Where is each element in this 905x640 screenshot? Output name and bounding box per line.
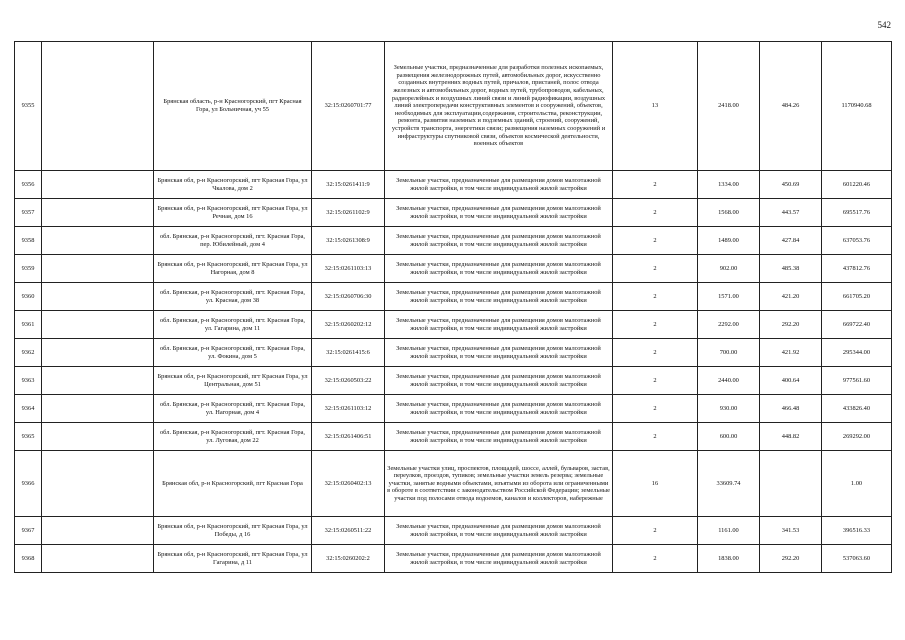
- cadastral-value-cell: 269292.00: [822, 423, 892, 451]
- land-use-cell: Земельные участки, предназначенные для размещения домов малоэтажной жилой застройки, в том числе индивидуальной жилой застройки: [385, 311, 613, 339]
- specific-value-cell: 427.84: [760, 227, 822, 255]
- address-cell: обл. Брянская, р-н Красногорский, пгт. Красная Гора, пер. Юбилейный, дом 4: [154, 227, 312, 255]
- specific-value-cell: 292.20: [760, 545, 822, 573]
- table-row: [15, 423, 892, 451]
- use-code-cell: 2: [613, 367, 698, 395]
- area-cell: 1489.00: [698, 227, 760, 255]
- area-cell: 1161.00: [698, 517, 760, 545]
- area-cell: 902.00: [698, 255, 760, 283]
- cadastral-value-cell: 437812.76: [822, 255, 892, 283]
- row-number: 9366: [15, 451, 42, 517]
- use-code-cell: 2: [613, 283, 698, 311]
- use-code-cell: 2: [613, 227, 698, 255]
- land-use-cell: Земельные участки, предназначенные для размещения домов малоэтажной жилой застройки, в том числе индивидуальной жилой застройки: [385, 423, 613, 451]
- page-number: 542: [877, 20, 891, 30]
- use-code-cell: 2: [613, 339, 698, 367]
- use-code-cell: 13: [613, 42, 698, 171]
- area-cell: 1568.00: [698, 199, 760, 227]
- address-cell: обл. Брянская, р-н Красногорский, пгт. Красная Гора, ул. Гагарина, дом 11: [154, 311, 312, 339]
- specific-value-cell: 484.26: [760, 42, 822, 171]
- table-row: [15, 311, 892, 339]
- table-row: [15, 339, 892, 367]
- address-cell: Брянская обл, р-н Красногорский, пгт Красная Гора, ул Нагорная, дом 8: [154, 255, 312, 283]
- blank-cell: [42, 255, 154, 283]
- address-cell: обл. Брянская, р-н Красногорский, пгт. Красная Гора, ул. Луговая, дом 22: [154, 423, 312, 451]
- area-cell: 33609.74: [698, 451, 760, 517]
- area-cell: 600.00: [698, 423, 760, 451]
- blank-cell: [42, 545, 154, 573]
- row-number: 9358: [15, 227, 42, 255]
- land-use-cell: Земельные участки, предназначенные для размещения домов малоэтажной жилой застройки, в том числе индивидуальной жилой застройки: [385, 339, 613, 367]
- cadastral-value-cell: 1.00: [822, 451, 892, 517]
- land-use-cell: Земельные участки, предназначенные для размещения домов малоэтажной жилой застройки, в том числе индивидуальной жилой застройки: [385, 255, 613, 283]
- row-number: 9365: [15, 423, 42, 451]
- table-row: [15, 171, 892, 199]
- table-row: [15, 545, 892, 573]
- blank-cell: [42, 311, 154, 339]
- table-row: [15, 283, 892, 311]
- table-row: [15, 199, 892, 227]
- cadastral-number-cell: 32:15:0261406:51: [312, 423, 385, 451]
- land-use-cell: Земельные участки, предназначенные для размещения домов малоэтажной жилой застройки, в том числе индивидуальной жилой застройки: [385, 283, 613, 311]
- area-cell: 2440.00: [698, 367, 760, 395]
- cadastral-number-cell: 32:15:0261308:9: [312, 227, 385, 255]
- address-cell: Брянская область, р-н Красногорский, пгт Красная Гора, ул Больничная, уч 55: [154, 42, 312, 171]
- specific-value-cell: 443.57: [760, 199, 822, 227]
- cadastral-value-cell: 1170940.68: [822, 42, 892, 171]
- area-cell: 930.00: [698, 395, 760, 423]
- specific-value-cell: 400.64: [760, 367, 822, 395]
- cadastral-number-cell: 32:15:0260402:13: [312, 451, 385, 517]
- use-code-cell: 2: [613, 517, 698, 545]
- table-row: [15, 395, 892, 423]
- area-cell: 700.00: [698, 339, 760, 367]
- specific-value-cell: 292.20: [760, 311, 822, 339]
- specific-value-cell: 485.38: [760, 255, 822, 283]
- use-code-cell: 2: [613, 311, 698, 339]
- cadastral-value-cell: 433826.40: [822, 395, 892, 423]
- address-cell: обл. Брянская, р-н Красногорский, пгт. Красная Гора, ул. Нагорная, дом 4: [154, 395, 312, 423]
- table-row: [15, 451, 892, 517]
- use-code-cell: 2: [613, 423, 698, 451]
- blank-cell: [42, 517, 154, 545]
- specific-value-cell: 421.20: [760, 283, 822, 311]
- specific-value-cell: 450.69: [760, 171, 822, 199]
- table-row: [15, 227, 892, 255]
- land-use-cell: Земельные участки, предназначенные для размещения домов малоэтажной жилой застройки, в том числе индивидуальной жилой застройки: [385, 199, 613, 227]
- cadastral-value-table: [14, 41, 892, 573]
- use-code-cell: 16: [613, 451, 698, 517]
- row-number: 9357: [15, 199, 42, 227]
- cadastral-value-cell: 537063.60: [822, 545, 892, 573]
- cadastral-number-cell: 32:15:0261103:12: [312, 395, 385, 423]
- land-use-cell: Земельные участки, предназначенные для размещения домов малоэтажной жилой застройки, в том числе индивидуальной жилой застройки: [385, 367, 613, 395]
- address-cell: обл. Брянская, р-н Красногорский, пгт. Красная Гора, ул. Красная, дом 38: [154, 283, 312, 311]
- row-number: 9363: [15, 367, 42, 395]
- cadastral-value-cell: 977561.60: [822, 367, 892, 395]
- blank-cell: [42, 423, 154, 451]
- row-number: 9355: [15, 42, 42, 171]
- land-use-cell: Земельные участки улиц, проспектов, площадей, шоссе, аллей, бульваров, застав, переулков, проездов, тупиков; земельные участки земель резерва; земельные участки, занятые водными объектами, изъятыми из оборота или ограниченными в обороте в соответствии с законодательством Российской Федерации; земельные участки под полосами отвода водоемов, каналов и коллекторов, набережные: [385, 451, 613, 517]
- cadastral-number-cell: 32:15:0260706:30: [312, 283, 385, 311]
- area-cell: 1334.00: [698, 171, 760, 199]
- cadastral-number-cell: 32:15:0260511:22: [312, 517, 385, 545]
- row-number: 9359: [15, 255, 42, 283]
- address-cell: обл. Брянская, р-н Красногорский, пгт. Красная Гора, ул. Фокина, дом 5: [154, 339, 312, 367]
- table-row: [15, 517, 892, 545]
- use-code-cell: 2: [613, 545, 698, 573]
- specific-value-cell: [760, 451, 822, 517]
- cadastral-value-cell: 295344.00: [822, 339, 892, 367]
- cadastral-number-cell: 32:15:0261102:9: [312, 199, 385, 227]
- area-cell: 1571.00: [698, 283, 760, 311]
- blank-cell: [42, 367, 154, 395]
- blank-cell: [42, 339, 154, 367]
- row-number: 9360: [15, 283, 42, 311]
- cadastral-value-cell: 661705.20: [822, 283, 892, 311]
- cadastral-value-cell: 695517.76: [822, 199, 892, 227]
- land-use-cell: Земельные участки, предназначенные для размещения домов малоэтажной жилой застройки, в том числе индивидуальной жилой застройки: [385, 517, 613, 545]
- address-cell: Брянская обл, р-н Красногорский, пгт Красная Гора, ул Победы, д 16: [154, 517, 312, 545]
- address-cell: Брянская обл, р-н Красногорский, пгт Красная Гора: [154, 451, 312, 517]
- address-cell: Брянская обл, р-н Красногорский, пгт Красная Гора, ул Центральная, дом 51: [154, 367, 312, 395]
- blank-cell: [42, 171, 154, 199]
- use-code-cell: 2: [613, 395, 698, 423]
- cadastral-number-cell: 32:15:0260202:12: [312, 311, 385, 339]
- use-code-cell: 2: [613, 171, 698, 199]
- blank-cell: [42, 451, 154, 517]
- cadastral-number-cell: 32:15:0261103:13: [312, 255, 385, 283]
- land-use-cell: Земельные участки, предназначенные для размещения домов малоэтажной жилой застройки, в том числе индивидуальной жилой застройки: [385, 227, 613, 255]
- table-row: [15, 255, 892, 283]
- specific-value-cell: 341.53: [760, 517, 822, 545]
- cadastral-number-cell: 32:15:0260503:22: [312, 367, 385, 395]
- blank-cell: [42, 283, 154, 311]
- land-use-cell: Земельные участки, предназначенные для размещения домов малоэтажной жилой застройки, в том числе индивидуальной жилой застройки: [385, 395, 613, 423]
- row-number: 9367: [15, 517, 42, 545]
- specific-value-cell: 466.48: [760, 395, 822, 423]
- row-number: 9356: [15, 171, 42, 199]
- area-cell: 2292.00: [698, 311, 760, 339]
- use-code-cell: 2: [613, 199, 698, 227]
- area-cell: 2418.00: [698, 42, 760, 171]
- blank-cell: [42, 395, 154, 423]
- cadastral-value-cell: 637053.76: [822, 227, 892, 255]
- use-code-cell: 2: [613, 255, 698, 283]
- cadastral-value-cell: 396516.33: [822, 517, 892, 545]
- row-number: 9364: [15, 395, 42, 423]
- specific-value-cell: 421.92: [760, 339, 822, 367]
- land-use-cell: Земельные участки, предназначенные для разработки полезных ископаемых, размещения железнодорожных путей, автомобильных дорог, искусственно созданных внутренних водных путей, причалов, пристаней, полос отвода железных и автомобильных дорог, водных путей, трубопроводов, кабельных, радиорелейных и воздушных линий связи и линий радиофикации, воздушных линий электропередачи конструктивных элементов и сооружений, объектов, необходимых для эксплуатации,содержания, строительства, реконструкции, ремонта, развития наземных и подземных зданий, строений, сооружений, устройств транспорта, энергетики связи; размещения наземных сооружений и инфраструктуры спутниковой связи, объектов космической деятельности, военных объектов: [385, 42, 613, 171]
- cadastral-number-cell: 32:15:0261411:9: [312, 171, 385, 199]
- row-number: 9361: [15, 311, 42, 339]
- cadastral-value-cell: 669722.40: [822, 311, 892, 339]
- table-row: [15, 367, 892, 395]
- cadastral-number-cell: 32:15:0260701:77: [312, 42, 385, 171]
- row-number: 9362: [15, 339, 42, 367]
- blank-cell: [42, 42, 154, 171]
- cadastral-number-cell: 32:15:0260202:2: [312, 545, 385, 573]
- cadastral-number-cell: 32:15:0261415:6: [312, 339, 385, 367]
- address-cell: Брянская обл, р-н Красногорский, пгт Красная Гора, ул Чкалова, дом 2: [154, 171, 312, 199]
- cadastral-value-cell: 601220.46: [822, 171, 892, 199]
- table-row: [15, 42, 892, 171]
- specific-value-cell: 448.82: [760, 423, 822, 451]
- area-cell: 1838.00: [698, 545, 760, 573]
- land-use-cell: Земельные участки, предназначенные для размещения домов малоэтажной жилой застройки, в том числе индивидуальной жилой застройки: [385, 545, 613, 573]
- blank-cell: [42, 227, 154, 255]
- row-number: 9368: [15, 545, 42, 573]
- address-cell: Брянская обл, р-н Красногорский, пгт Красная Гора, ул Гагарина, д 11: [154, 545, 312, 573]
- address-cell: Брянская обл, р-н Красногорский, пгт Красная Гора, ул Речная, дом 16: [154, 199, 312, 227]
- blank-cell: [42, 199, 154, 227]
- land-use-cell: Земельные участки, предназначенные для размещения домов малоэтажной жилой застройки, в том числе индивидуальной жилой застройки: [385, 171, 613, 199]
